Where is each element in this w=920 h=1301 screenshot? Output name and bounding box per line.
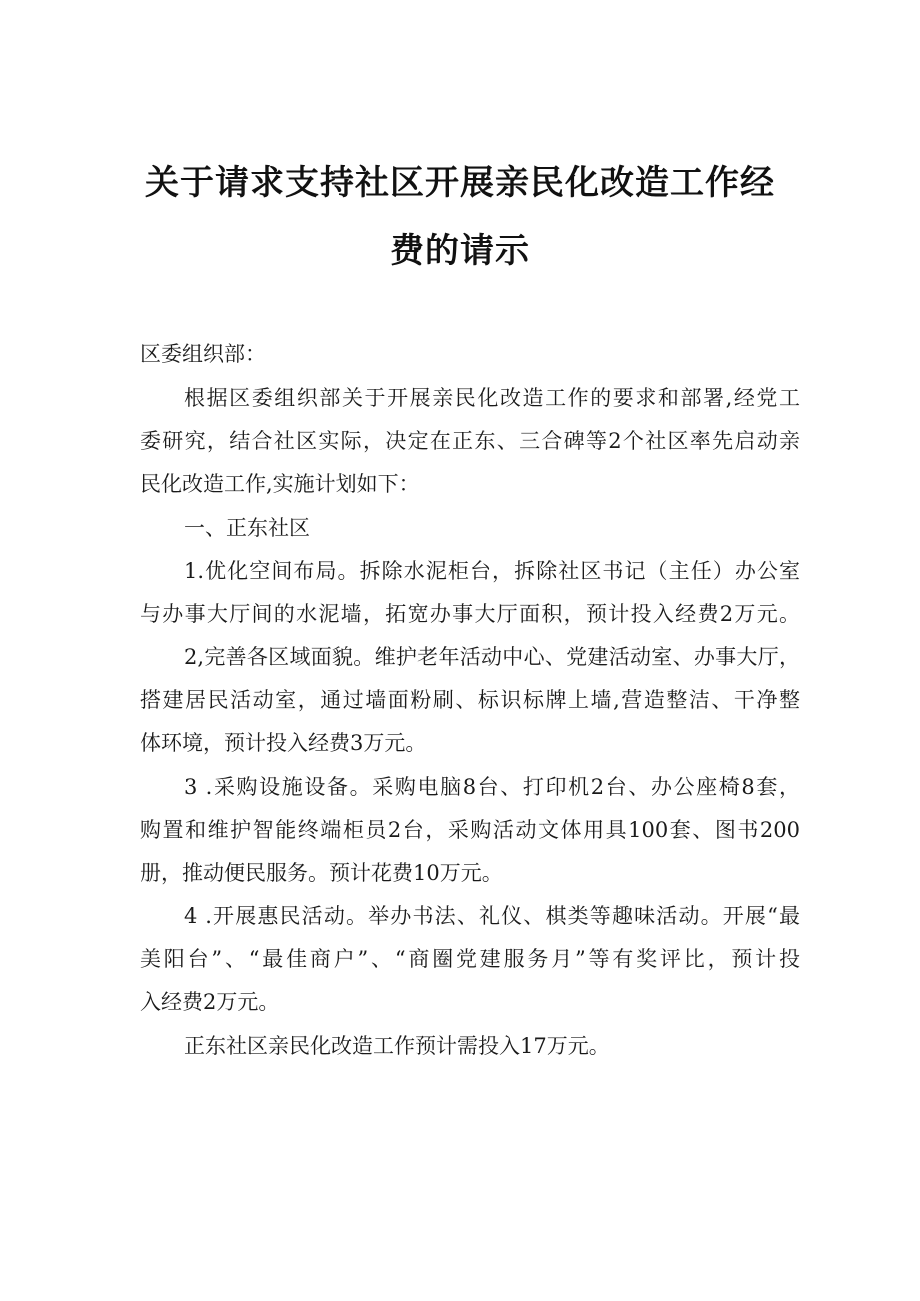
item-4-line-1: 4 .开展惠民活动。举办书法、礼仪、棋类等趣味活动。开展“最 <box>184 904 800 928</box>
item-1-line-1: 1.优化空间布局。拆除水泥柜台，拆除社区书记（主任）办公室 <box>184 559 800 583</box>
item-4-line-2: 美阳台”、“最佳商户”、“商圈党建服务月”等有奖评比，预计投 <box>140 947 800 971</box>
intro-line-3: 民化改造工作,实施计划如下： <box>140 472 420 496</box>
item-3-line-2: 购置和维护智能终端柜员2台，采购活动文体用具100套、图书200 <box>140 818 800 842</box>
intro-line-1: 根据区委组织部关于开展亲民化改造工作的要求和部署,经党工 <box>184 386 800 410</box>
item-2-line-2: 搭建居民活动室，通过墙面粉刷、标识标牌上墙,营造整洁、干净整 <box>140 688 800 712</box>
item-2-line-3: 体环境，预计投入经费3万元。 <box>140 731 427 755</box>
document-title-line-2: 费的请示 <box>390 231 530 271</box>
item-4-line-3: 入经费2万元。 <box>140 990 280 1014</box>
item-3-line-1: 3 .采购设施设备。采购电脑8台、打印机2台、办公座椅8套， <box>184 775 800 799</box>
summary: 正东社区亲民化改造工作预计需投入17万元。 <box>184 1034 610 1058</box>
section-heading-zhengdong: 一、正东社区 <box>184 516 310 540</box>
salutation: 区委组织部： <box>140 342 266 366</box>
document-title-line-1: 关于请求支持社区开展亲民化改造工作经 <box>145 163 775 203</box>
item-3-line-3: 册，推动便民服务。预计花费10万元。 <box>140 861 503 885</box>
intro-line-2: 委研究，结合社区实际，决定在正东、三合碑等2个社区率先启动亲 <box>140 429 800 453</box>
item-2-line-1: 2,完善各区域面貌。维护老年活动中心、党建活动室、办事大厅， <box>184 645 800 669</box>
item-1-line-2: 与办事大厅间的水泥墙，拓宽办事大厅面积，预计投入经费2万元。 <box>140 602 800 626</box>
